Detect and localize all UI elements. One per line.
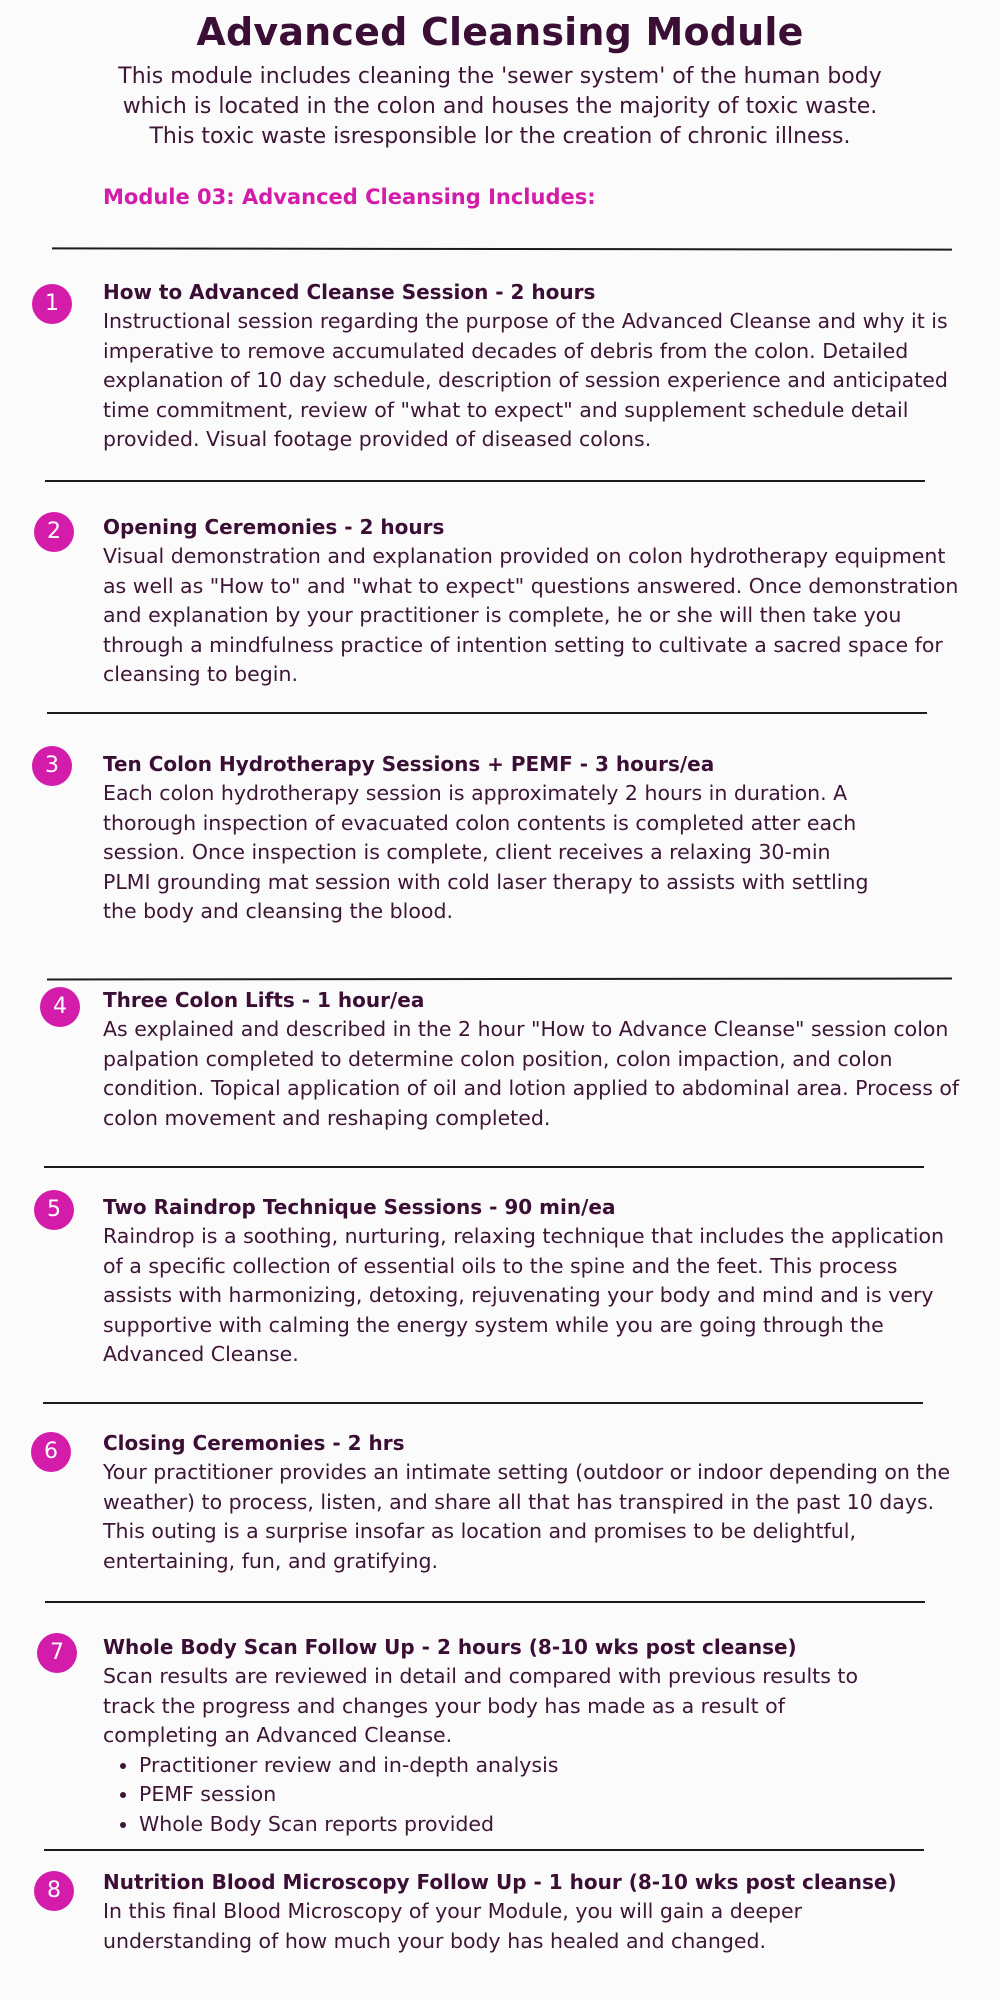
section-description: In this final Blood Microscopy of your Module, you will gain a deeper understanding of how much your body has healed and changed. (103, 1899, 803, 1953)
divider (44, 1849, 924, 1851)
step-number-badge: 5 (34, 1190, 74, 1230)
section-heading: How to Advanced Cleanse Session - 2 hours (103, 280, 596, 304)
step-number-badge: 8 (34, 1871, 74, 1911)
section-heading: Three Colon Lifts - 1 hour/ea (103, 988, 425, 1012)
section-description: Each colon hydrotherapy session is approximately 2 hours in duration. A thorough inspection of evacuated colon contents is completed atter each session. Once inspection is complete, client receives a relaxing 30-min PLMI grounding mat session with cold laser therapy to assists with settling the body and cleansing the blood. (103, 781, 869, 923)
section-how-to-advanced-cleanse (103, 277, 963, 455)
section-heading: Ten Colon Hydrotherapy Sessions + PEMF - 3 hours/ea (103, 752, 715, 776)
step-number-badge: 1 (32, 284, 72, 324)
divider (44, 1166, 924, 1168)
section-description: As explained and described in the 2 hour "How to Advance Cleanse" session colon palpation completed to determine colon position, colon impaction, and colon condition. Topical application of oil and lotion applied to abdominal area. Process of colon movement and reshaping completed. (103, 1017, 960, 1130)
divider (43, 1402, 923, 1404)
section-opening-ceremonies (103, 512, 963, 690)
step-number-badge: 7 (37, 1633, 77, 1673)
section-description: Your practitioner provides an intimate setting (outdoor or indoor depending on the weather) to process, listen, and share all that has transpired in the past 10 days. This outing is a surprise insofar as location and promises to be delightful, entertaining, fun, and gratifying. (103, 1460, 951, 1573)
list-item: • PEMF session (139, 1780, 963, 1810)
section-closing-ceremonies (103, 1428, 963, 1576)
divider (45, 1601, 925, 1603)
section-whole-body-scan (103, 1632, 963, 1839)
section-description: Instructional session regarding the purpose of the Advanced Cleanse and why it is imperative to remove accumulated decades of debris from the colon. Detailed explanation of 10 day schedule, description of session experience and anticipated time commitment, review of "what to expect" and supplement schedule detail provided. Visual footage provided of diseased colons. (103, 309, 948, 451)
divider (47, 712, 927, 714)
step-number-badge: 3 (32, 746, 72, 786)
bullet-list (103, 1751, 963, 1840)
section-colon-lifts (103, 985, 963, 1133)
divider (45, 480, 925, 482)
section-raindrop-technique (103, 1192, 963, 1370)
section-blood-microscopy (103, 1867, 963, 1956)
list-item: • Practitioner review and in-depth analysis (139, 1751, 963, 1781)
step-number-badge: 6 (31, 1432, 71, 1472)
page-title: Advanced Cleansing Module (196, 10, 804, 54)
step-number-badge: 2 (34, 512, 74, 552)
intro-paragraph: This module includes cleaning the 'sewer system' of the human body which is located in the colon and houses the majority of toxic waste. This toxic waste isresponsible lor the creation of chronic illness. (118, 64, 882, 149)
divider (47, 978, 952, 981)
section-heading: Whole Body Scan Follow Up - 2 hours (8-10 wks post cleanse) (103, 1635, 797, 1659)
divider (52, 247, 952, 250)
section-description: Visual demonstration and explanation provided on colon hydrotherapy equipment as well as "How to" and "what to expect" questions answered. Once demonstration and explanation by your practitioner is complete, he or she will then take you through a mindfulness practice of intention setting to cultivate a sacred space for cleansing to begin. (103, 544, 959, 686)
module-subtitle: Module 03: Advanced Cleansing Includes: (103, 185, 596, 209)
step-number-badge: 4 (40, 987, 80, 1027)
section-heading: Nutrition Blood Microscopy Follow Up - 1 hour (8-10 wks post cleanse) (103, 1870, 897, 1894)
section-heading: Opening Ceremonies - 2 hours (103, 515, 445, 539)
section-description: Scan results are reviewed in detail and compared with previous results to track the progress and changes your body has made as a result of completing an Advanced Cleanse. (103, 1664, 858, 1747)
section-colon-hydrotherapy (103, 749, 963, 927)
section-description: Raindrop is a soothing, nurturing, relaxing technique that includes the application of a specific collection of essential oils to the spine and the feet. This process assists with harmonizing, detoxing, rejuvenating your body and mind and is very supportive with calming the energy system while you are going through the Advanced Cleanse. (103, 1224, 945, 1366)
list-item: • Whole Body Scan reports provided (139, 1810, 963, 1840)
section-heading: Closing Ceremonies - 2 hrs (103, 1431, 405, 1455)
section-heading: Two Raindrop Technique Sessions - 90 min/ea (103, 1195, 616, 1219)
